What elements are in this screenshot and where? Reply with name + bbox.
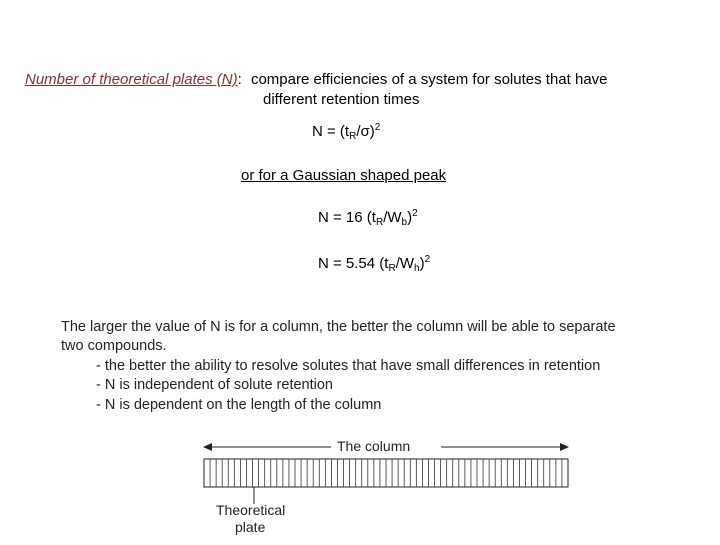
- bullet-item: - N is dependent on the length of the column: [96, 397, 382, 413]
- paragraph-line-1: The larger the value of N is for a column, the better the column will be able to separate: [61, 319, 616, 335]
- column-label: The column: [337, 438, 411, 454]
- bullet-item: - the better the ability to resolve solutes that have small differences in retention: [96, 358, 601, 374]
- definition-line-1: [25, 70, 608, 90]
- definition-colon: :: [237, 71, 242, 88]
- column-diagram: [195, 432, 595, 540]
- equation-n-wh: N = 5.54 $(t_R/W_h)^2$: [318, 254, 431, 274]
- plate-label-line-2: plate: [235, 519, 266, 535]
- arrow-head-left-icon: [203, 443, 212, 451]
- arrow-head-right-icon: [560, 443, 569, 451]
- gaussian-heading: or for a Gaussian shaped peak: [241, 167, 447, 184]
- paragraph-line-2: two compounds.: [61, 338, 167, 354]
- definition-text-1: compare efficiencies of a system for solutes that have: [250, 71, 608, 88]
- bullet-item: - N is independent of solute retention: [96, 377, 333, 393]
- equation-n-wb: N = 16 $(t_R/W_b)^2$: [318, 208, 418, 228]
- definition-term: Number of theoretical plates (N): [25, 71, 238, 88]
- plate-label-line-1: Theoretical: [216, 502, 286, 518]
- definition-line-2: different retention times: [263, 91, 420, 108]
- equation-n-sigma: $N = (t_R/\sigma)^2$: [312, 122, 381, 142]
